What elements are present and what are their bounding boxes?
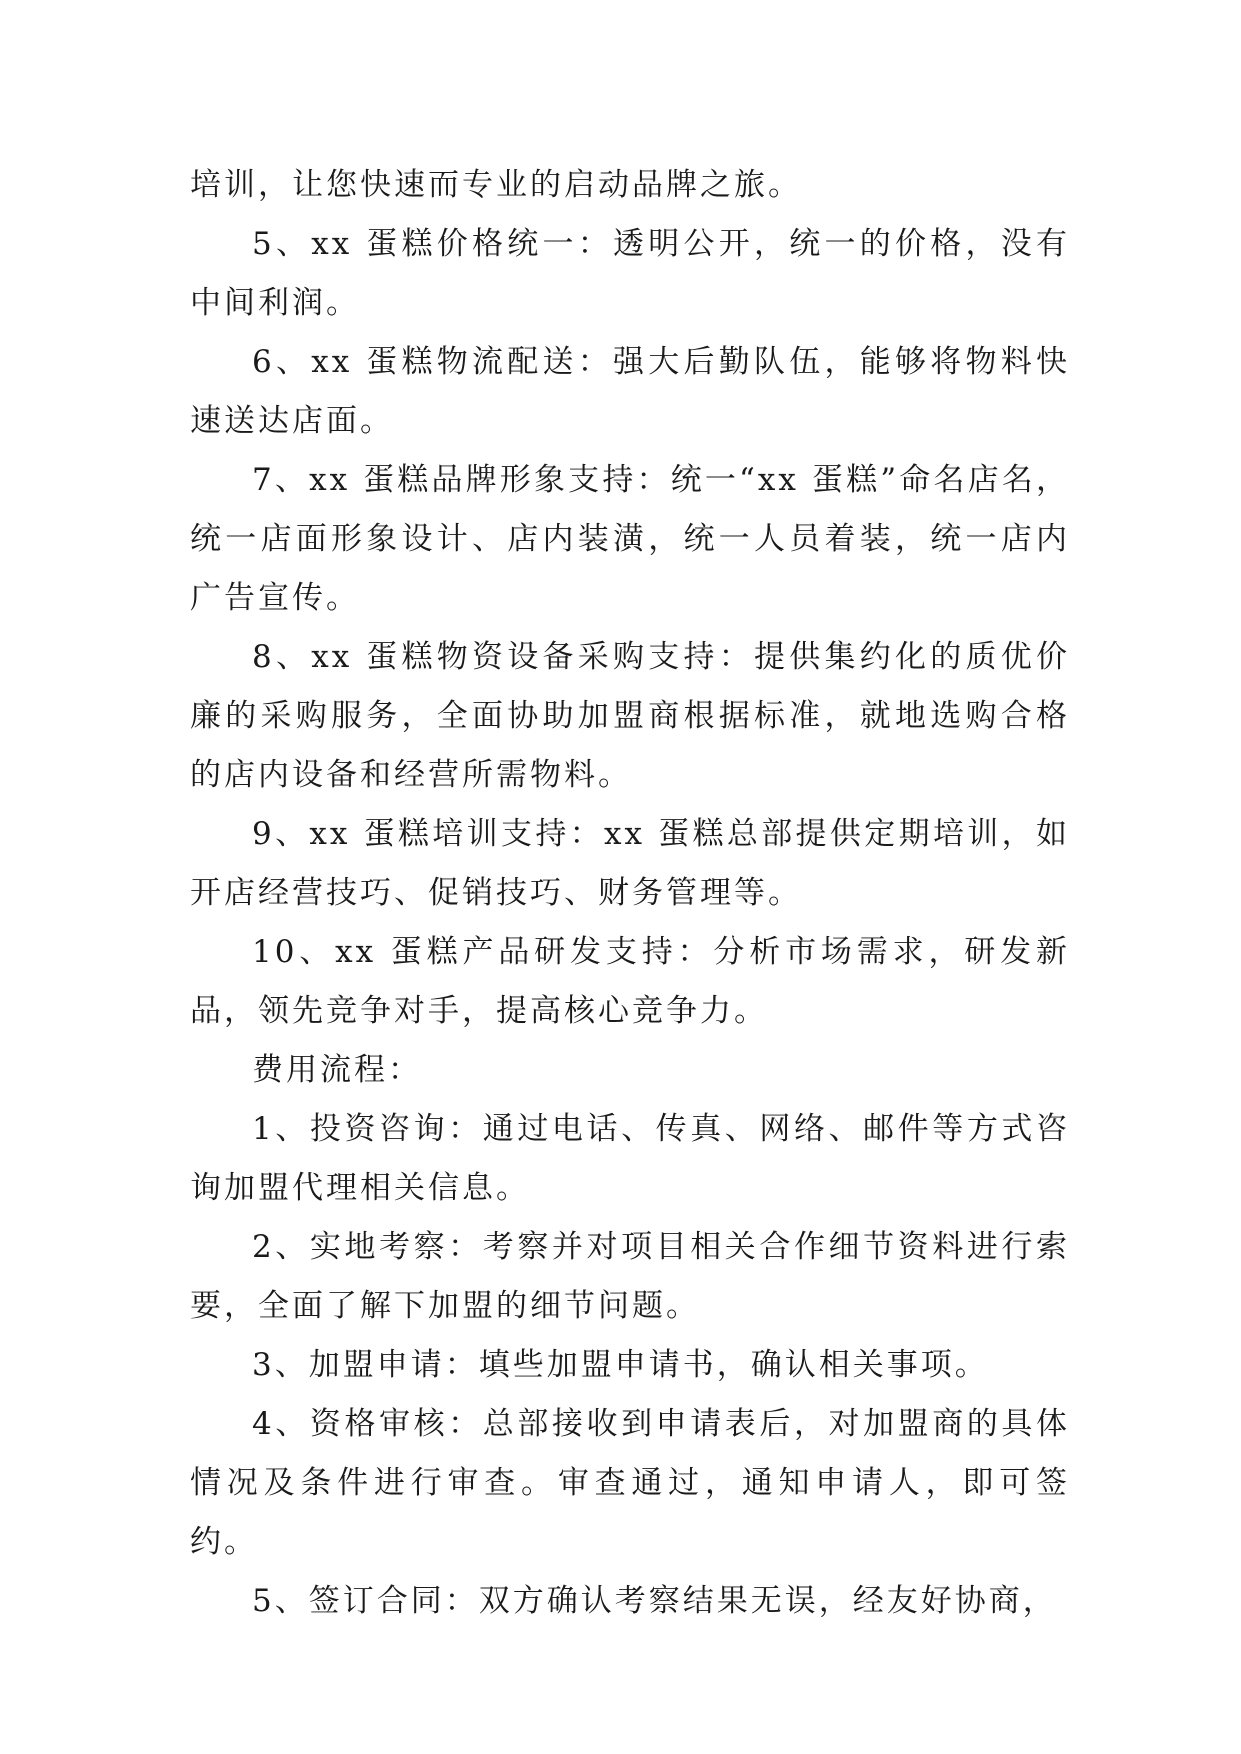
paragraph-step-4-review: 4、资格审核：总部接收到申请表后，对加盟商的具体情况及条件进行审查。审查通过，通知申请人，即可签约。 [190,1406,1070,1560]
paragraph-step-3-apply: 3、加盟申请：填些加盟申请书，确认相关事项。 [252,1347,989,1383]
paragraph-item-8-procurement: 8、xx 蛋糕物资设备采购支持：提供集约化的质优价廉的采购服务，全面协助加盟商根据标准，就地选购合格的店内设备和经营所需物料。 [190,639,1070,793]
paragraph-item-5-price: 5、xx 蛋糕价格统一：透明公开，统一的价格，没有中间利润。 [190,226,1070,321]
paragraph-item-6-logistics: 6、xx 蛋糕物流配送：强大后勤队伍，能够将物料快速送达店面。 [190,344,1070,439]
document-body [190,156,1070,1631]
paragraph-continuation: 培训，让您快速而专业的启动品牌之旅。 [190,167,802,203]
paragraph-item-9-training: 9、xx 蛋糕培训支持：xx 蛋糕总部提供定期培训，如开店经营技巧、促销技巧、财务管理等。 [190,816,1070,911]
section-heading-fee-process: 费用流程： [252,1052,422,1088]
paragraph-step-5-contract: 5、签订合同：双方确认考察结果无误，经友好协商， [252,1583,1057,1619]
paragraph-step-1-consult: 1、投资咨询：通过电话、传真、网络、邮件等方式咨询加盟代理相关信息。 [190,1111,1070,1206]
paragraph-item-10-rnd: 10、xx 蛋糕产品研发支持：分析市场需求，研发新品，领先竞争对手，提高核心竞争力。 [190,934,1070,1029]
paragraph-step-2-inspect: 2、实地考察：考察并对项目相关合作细节资料进行索要，全面了解下加盟的细节问题。 [190,1229,1070,1324]
paragraph-item-7-brand: 7、xx 蛋糕品牌形象支持：统一“xx 蛋糕”命名店名，统一店面形象设计、店内装潢，统一人员着装，统一店内广告宣传。 [190,462,1070,616]
